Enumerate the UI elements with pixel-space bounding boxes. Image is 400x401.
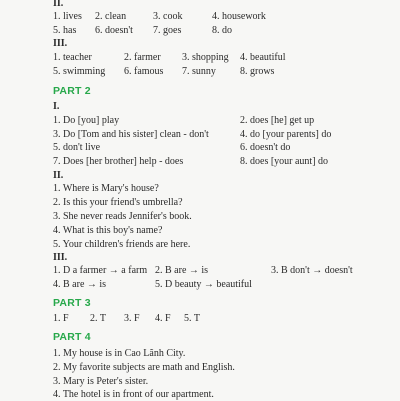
answer-item: 5. has bbox=[53, 25, 77, 36]
answer-item: 3. Mary is Peter's sister. bbox=[53, 376, 149, 387]
part1-sec2-heading: II. bbox=[53, 0, 64, 9]
answer-item: 2. B are → is bbox=[155, 265, 209, 276]
answer-item: 7. sunny bbox=[182, 66, 216, 77]
answer-item: 8. do bbox=[212, 25, 232, 36]
answer-item: 6. famous bbox=[124, 66, 164, 77]
answer-item: 2. Is this your friend's umbrella? bbox=[53, 197, 183, 208]
answer-item: 1. teacher bbox=[53, 52, 92, 63]
answer-item: 5. D beauty → beautiful bbox=[155, 279, 252, 290]
part2-title: PART 2 bbox=[53, 85, 91, 97]
answer-item: 3. shopping bbox=[182, 52, 229, 63]
answer-item: 1. Where is Mary's house? bbox=[53, 183, 159, 194]
answer-item: 4. F bbox=[155, 313, 171, 324]
answer-item: 4. What is this boy's name? bbox=[53, 225, 163, 236]
answer-item: 3. F bbox=[124, 313, 140, 324]
answer-item: 5. T bbox=[184, 313, 200, 324]
answer-item: 8. does [your aunt] do bbox=[240, 156, 329, 167]
answer-item: 5. swimming bbox=[53, 66, 106, 77]
answer-item: 3. cook bbox=[153, 11, 183, 22]
answer-item: 1. Do [you] play bbox=[53, 115, 120, 126]
answer-item: 6. doesn't do bbox=[240, 142, 291, 153]
answer-item: 2. clean bbox=[95, 11, 127, 22]
answer-item: 1. My house is in Cao Lãnh City. bbox=[53, 348, 186, 359]
answer-item: 2. farmer bbox=[124, 52, 161, 63]
part4-title: PART 4 bbox=[53, 331, 91, 343]
answer-item: 4. do [your parents] do bbox=[240, 129, 332, 140]
part2-sec1-heading: I. bbox=[53, 101, 60, 112]
answer-item: 2. My favorite subjects are math and English. bbox=[53, 362, 235, 373]
answer-item: 4. beautiful bbox=[240, 52, 286, 63]
answer-item: 1. D a farmer → a farm bbox=[53, 265, 148, 276]
answer-item: 5. Your children's friends are here. bbox=[53, 239, 191, 250]
part1-sec3-heading: III. bbox=[53, 38, 68, 49]
answer-item: 4. housework bbox=[212, 11, 266, 22]
part2-sec2-heading: II. bbox=[53, 170, 64, 181]
part3-title: PART 3 bbox=[53, 297, 91, 309]
answer-item: 4. The hotel is in front of our apartment. bbox=[53, 389, 214, 400]
answer-item: 3. B don't → doesn't bbox=[271, 265, 353, 276]
answer-item: 4. B are → is bbox=[53, 279, 107, 290]
answer-item: 3. Do [Tom and his sister] clean - don't bbox=[53, 129, 209, 140]
answer-item: 2. T bbox=[90, 313, 106, 324]
part2-sec3-heading: III. bbox=[53, 252, 68, 263]
answer-item: 7. goes bbox=[153, 25, 182, 36]
answer-item: 7. Does [her brother] help - does bbox=[53, 156, 184, 167]
answer-item: 6. doesn't bbox=[95, 25, 133, 36]
answer-item: 1. F bbox=[53, 313, 69, 324]
answer-item: 2. does [he] get up bbox=[240, 115, 315, 126]
answer-item: 1. lives bbox=[53, 11, 82, 22]
answer-item: 8. grows bbox=[240, 66, 275, 77]
answer-item: 5. don't live bbox=[53, 142, 101, 153]
answer-item: 3. She never reads Jennifer's book. bbox=[53, 211, 192, 222]
